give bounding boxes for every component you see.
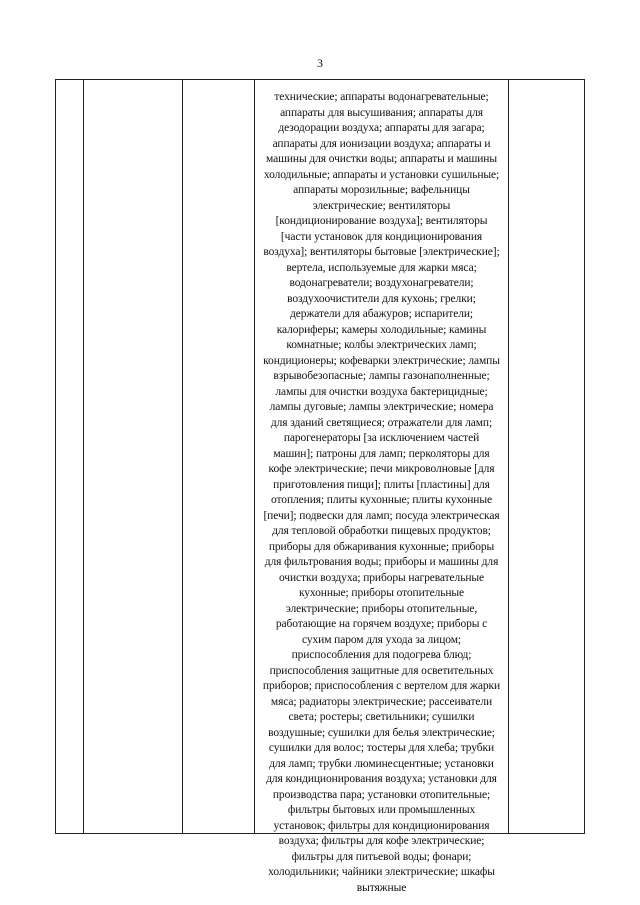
goods-line: аппараты для высушивания; аппараты для — [280, 106, 483, 119]
goods-line: для фильтрования воды; приборы и машины для — [264, 556, 499, 568]
goods-line: держатели для абажуров; испарители; — [289, 308, 473, 320]
goods-line: [кондиционирование воздуха]; вентиляторы — [275, 215, 488, 227]
goods-line: холодильные; аппараты и установки сушильные; — [263, 168, 500, 181]
goods-line: кофе электрические; печи микроволновые [для — [268, 463, 495, 475]
page-number: 3 — [317, 56, 323, 70]
goods-line: воздуха; фильтры для кофе электрические; — [278, 835, 485, 847]
goods-line: сушилки для волос; тостеры для хлеба; трубки — [268, 742, 495, 754]
goods-line: света; ростеры; светильники; сушилки — [288, 711, 475, 723]
goods-line: приспособления защитные для осветительных — [269, 664, 494, 677]
goods-line: фильтры бытовых или промышленных — [287, 804, 476, 816]
goods-line: парогенераторы [за исключением частей — [283, 432, 480, 444]
goods-line: для ламп; трубки люминесцентные; установки — [269, 757, 494, 770]
goods-line: [части установок для кондиционирования — [280, 230, 483, 243]
goods-line: кондиционеры; кофеварки электрические; лампы — [263, 354, 500, 367]
goods-line: машин]; патроны для ламп; перколяторы для — [273, 447, 490, 460]
goods-line: приборов; приспособления с вертелом для жарки — [262, 680, 501, 692]
goods-line: отопления; плиты кухонные; плиты кухонные — [271, 494, 492, 506]
goods-line: приборы для обжаривания кухонные; приборы — [268, 540, 495, 553]
goods-line: сухим паром для ухода за лицом; — [302, 633, 461, 646]
goods-line: аппараты морозильные; вафельницы — [293, 184, 470, 196]
goods-line: приспособления для подогрева блюд; — [291, 649, 472, 661]
goods-line: вытяжные — [356, 881, 407, 894]
column-divider — [83, 80, 84, 833]
goods-line: фильтры для питьевой воды; фонари; — [291, 850, 472, 863]
goods-line: электрические; приборы отопительные, — [285, 602, 478, 615]
goods-line: приготовления пищи]; плиты [пластины] для — [273, 478, 490, 491]
goods-line: производства пара; установки отопительные; — [272, 788, 491, 801]
goods-line: [печи]; подвески для ламп; посуда электрическая — [263, 509, 500, 522]
document-table — [55, 79, 585, 894]
goods-line: лампы для очистки воздуха бактерицидные; — [275, 385, 488, 398]
goods-list-cell — [255, 90, 508, 896]
goods-line: мяса; радиаторы электрические; рассеиватели — [270, 695, 493, 708]
goods-line: воздушные; сушилки для белья электрические; — [268, 726, 495, 739]
goods-line: машины для очистки воды; аппараты и машины — [266, 153, 497, 165]
goods-line: для тепловой обработки пищевых продуктов; — [272, 525, 491, 537]
goods-line: очистки воздуха; приборы нагревательные — [278, 571, 485, 584]
goods-line: взрывобезопасные; лампы газонаполненные; — [273, 370, 490, 382]
goods-line: установок; фильтры для кондиционирования — [273, 819, 490, 832]
goods-line: дезодорации воздуха; аппараты для загара; — [278, 122, 485, 134]
goods-line: аппараты для ионизации воздуха; аппараты и — [272, 137, 491, 150]
goods-line: работающие на горячем воздухе; приборы с — [275, 618, 488, 630]
goods-line: для кондиционирования воздуха; установки для — [266, 773, 497, 785]
goods-line: водонагреватели; воздухонагреватели; — [289, 277, 474, 289]
goods-line: кухонные; приборы отопительные — [298, 587, 465, 599]
goods-line: для зданий светящиеся; отражатели для ламп; — [270, 416, 493, 429]
goods-line: электрические; вентиляторы — [312, 199, 451, 212]
goods-line: лампы дуговые; лампы электрические; номера — [269, 401, 494, 413]
goods-line: вертела, используемые для жарки мяса; — [286, 261, 477, 274]
goods-line: калориферы; камеры холодильные; камины — [276, 323, 487, 336]
goods-line: воздуха]; вентиляторы бытовые [электрические]; — [263, 246, 500, 258]
goods-line: технические; аппараты водонагревательные; — [274, 91, 489, 103]
column-divider — [182, 80, 183, 833]
goods-line: воздухоочистители для кухонь; грелки; — [287, 292, 476, 305]
goods-line: комнатные; колбы электрических ламп; — [286, 339, 477, 351]
goods-line: холодильники; чайники электрические; шкафы — [268, 866, 495, 878]
column-divider — [508, 80, 509, 833]
